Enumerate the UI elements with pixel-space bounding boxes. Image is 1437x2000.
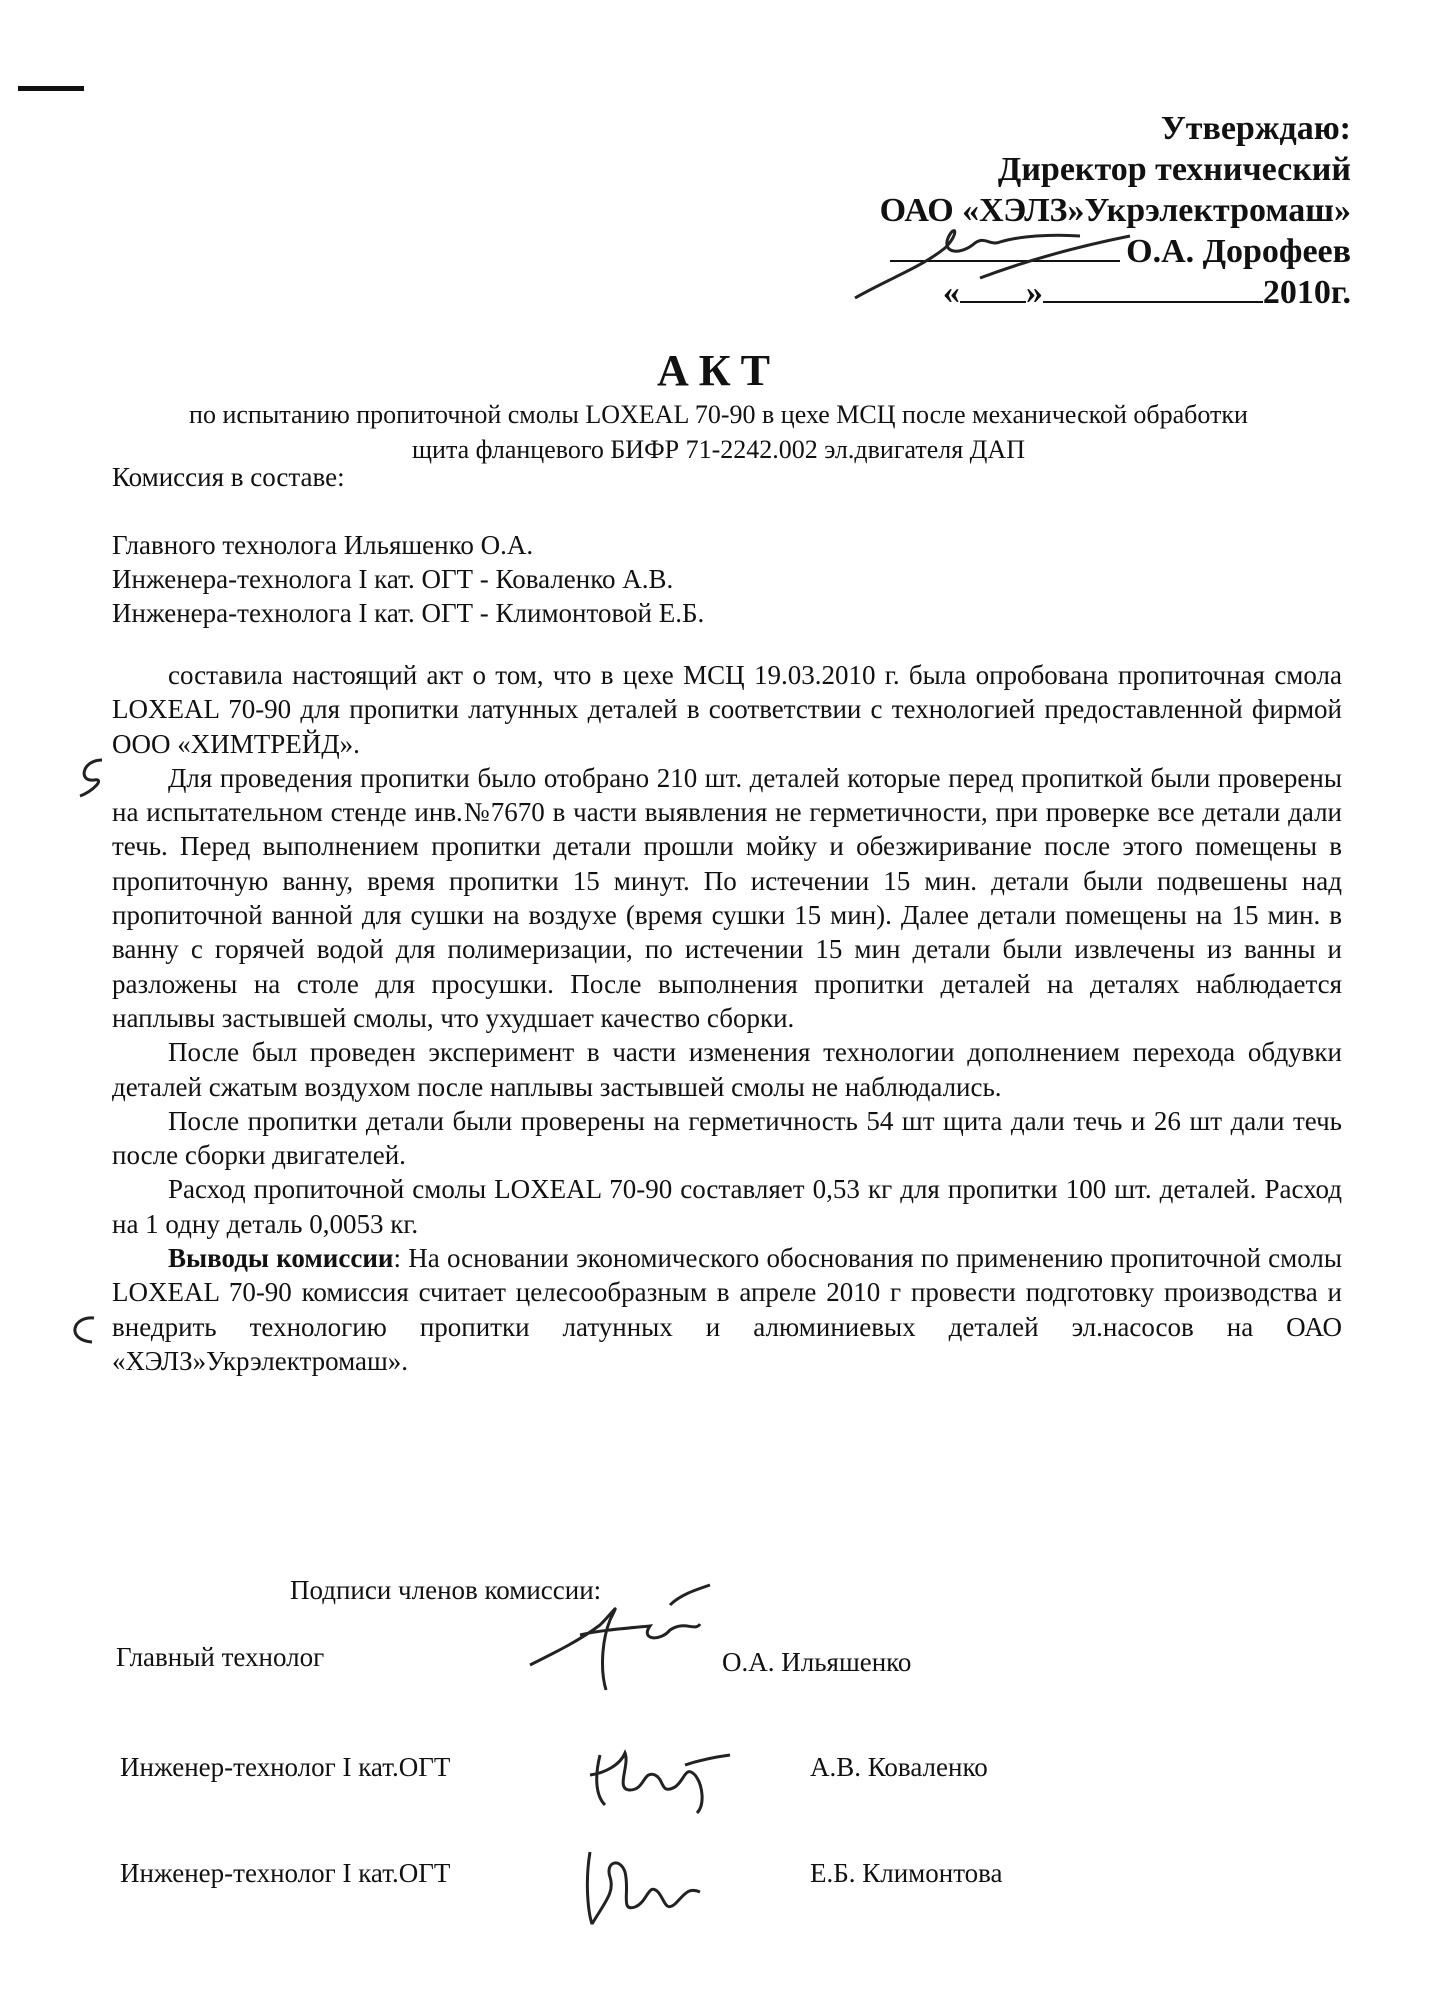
approval-year: 2010г. bbox=[1262, 274, 1351, 311]
conclusion-paragraph: Выводы комиссии: На основании экономического обоснования по применению пропиточной смолы LOXEAL 70-90 комиссия считает целесообразным в апреле 2010 г провести подготовку производства и внедрить технологию пропитки латунных и алюминиевых деталей эл.насосов на ОАО «ХЭЛЗ»Укрэлектромаш». bbox=[112, 1243, 1343, 1376]
document-subtitle: по испытанию пропиточной смолы LOXEAL 70-90 в цехе МСЦ после механической обработки щита фланцевого БИФР 71-2242.002 эл.двигателя ДАП bbox=[189, 400, 1248, 464]
commission-member: Главного технолога Ильяшенко О.А. bbox=[112, 530, 534, 560]
conclusion-label: Выводы комиссии bbox=[168, 1243, 394, 1274]
signature-role: Инженер-технолог I кат.ОГТ bbox=[120, 1858, 451, 1888]
signature-ilyashenko-icon bbox=[520, 1580, 720, 1700]
signature-role: Инженер-технолог I кат.ОГТ bbox=[120, 1752, 451, 1782]
act-body bbox=[112, 658, 1342, 1378]
signature-klimontova-icon bbox=[570, 1832, 710, 1932]
signature-role: Главный технолог bbox=[116, 1642, 325, 1672]
approval-signer: О.А. Дорофеев bbox=[1126, 233, 1351, 270]
signature-name: Е.Б. Климонтова bbox=[810, 1858, 1003, 1888]
approval-heading: Утверждаю: bbox=[1160, 110, 1351, 147]
commission-heading: Комиссия в составе: bbox=[112, 462, 345, 492]
document-title: АКТ bbox=[656, 346, 781, 395]
paragraph: После пропитки детали были проверены на герметичность 54 шт щита дали течь и 26 шт дали течь после сборки двигателей. bbox=[112, 1105, 1342, 1171]
signatures-heading: Подписи членов комиссии: bbox=[290, 1575, 602, 1605]
signature-kovalenko-icon bbox=[585, 1735, 735, 1815]
paragraph: После был проведен эксперимент в части изменения технологии дополнением перехода обдувки деталей сжатым воздухом после наплывы застывшей смолы не наблюдались. bbox=[112, 1037, 1342, 1102]
approval-company: ОАО «ХЭЛЗ»Укрэлектромаш» bbox=[879, 192, 1351, 229]
signature-name: А.В. Коваленко bbox=[810, 1752, 988, 1782]
paragraph: Расход пропиточной смолы LOXEAL 70-90 составляет 0,53 кг для пропитки 100 шт. деталей. Расход на 1 одну деталь 0,0053 кг. bbox=[112, 1174, 1342, 1239]
signature-name: О.А. Ильяшенко bbox=[722, 1647, 912, 1677]
paragraph: составила настоящий акт о том, что в цехе МСЦ 19.03.2010 г. была опробована пропиточная смола LOXEAL 70-90 для пропитки латунных деталей в соответствии с технологией предоставленной фирмой ООО «ХИМТРЕЙД». bbox=[112, 660, 1342, 759]
approval-position: Директор технический bbox=[997, 151, 1351, 188]
scan-mark bbox=[18, 86, 84, 91]
commission-member: Инженера-технолога I кат. ОГТ - Климонтовой Е.Б. bbox=[112, 598, 705, 628]
paragraph: Для проведения пропитки было отобрано 210 шт. деталей которые перед пропиткой были проверены на испытательном стенде инв.№7670 в части выявления не герметичности, при проверке все детали дали течь. Перед выполнением пропитки детали прошли мойку и обезжиривание после этого помещены в пропиточную ванну, время пропитки 15 минут. По истечении 15 мин. детали были подвешены над пропиточной ванной для сушки на воздухе (время сушки 15 мин). Далее детали помещены на 15 мин. в ванну с горячей водой для полимеризации, по истечении 15 мин детали были извлечены из ванны и разложены на столе для просушки. После выполнения пропитки деталей на деталях наблюдается наплывы застывшей смолы, что ухудшает качество сборки. bbox=[112, 762, 1342, 1033]
director-signature-icon bbox=[850, 208, 1150, 318]
approval-date-line: « » 2010г. bbox=[942, 274, 1351, 311]
commission-member: Инженера-технолога I кат. ОГТ - Коваленко А.В. bbox=[112, 564, 674, 594]
margin-mark-icon bbox=[72, 752, 112, 802]
margin-mark-icon bbox=[62, 1310, 102, 1350]
